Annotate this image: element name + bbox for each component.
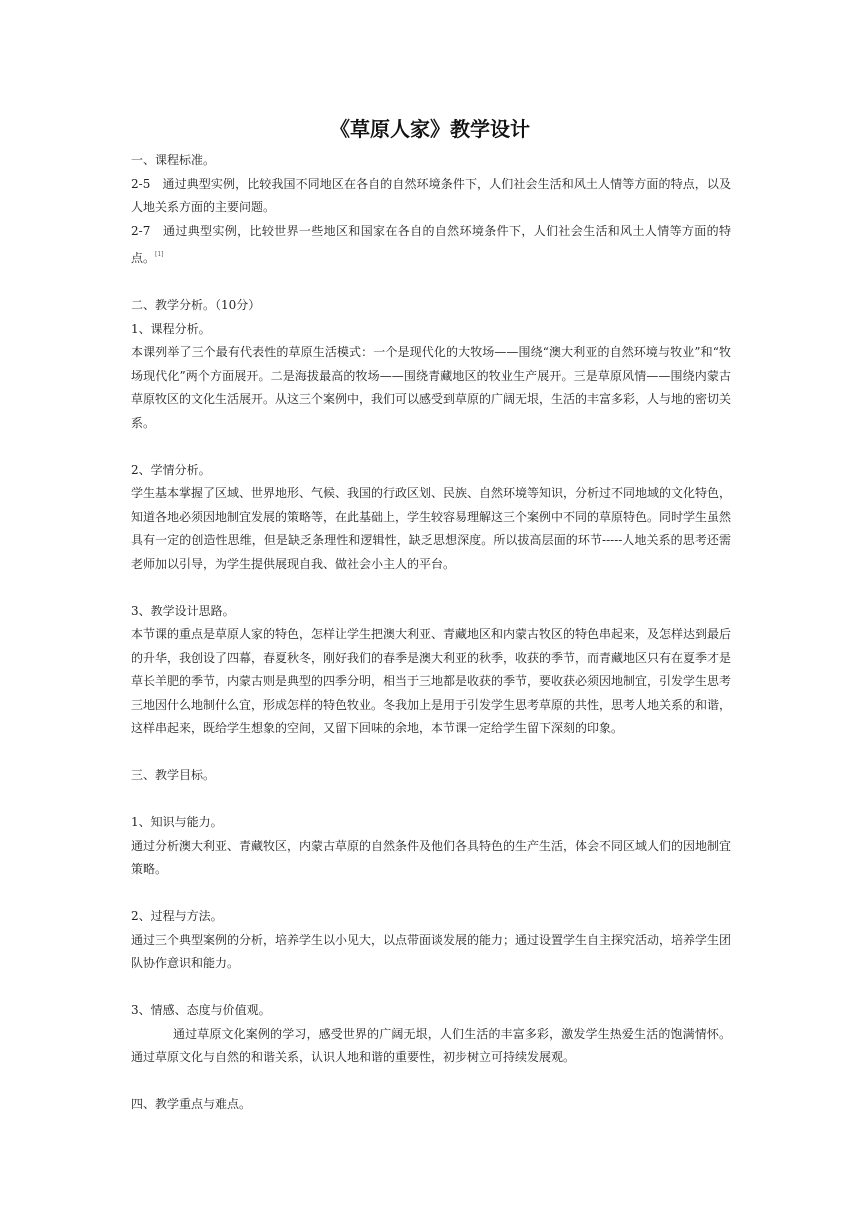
paragraph-process-method: 通过三个典型案例的分析，培养学生以小见大，以点带面谈发展的能力；通过设置学生自主探究活动，培养学生团队协作意识和能力。 bbox=[131, 932, 732, 970]
subheading-course-analysis: 1、课程分析。 bbox=[131, 321, 211, 336]
footnote-ref: [1] bbox=[155, 251, 164, 258]
paragraph-student-analysis: 学生基本掌握了区域、世界地形、气候、我国的行政区划、民族、自然环境等知识，分析过不同地域的文化特色，知道各地必须因地制宜发展的策略等，在此基础上，学生较容易理解这三个案例中不同的草原特色。同时学生虽然具有一定的创造性思维，但是缺乏条理性和逻辑性，缺乏思想深度。所以拔高层面的环节-----人地关系的思考还需老师加以引导，为学生提供展现自我、做社会小主人的平台。 bbox=[131, 486, 732, 571]
standard-2-5: 2-5 通过典型实例，比较我国不同地区在各自的自然环境条件下，人们社会生活和风土人情等方面的特点，以及人地关系方面的主要问题。 bbox=[131, 176, 731, 214]
subheading-student-analysis: 2、学情分析。 bbox=[131, 462, 211, 477]
blank-line bbox=[131, 435, 731, 459]
paragraph-knowledge-ability: 通过分析澳大利亚、青藏牧区，内蒙古草原的自然条件及他们各具特色的生产生活，体会不同区域人们的因地制宜策略。 bbox=[131, 838, 732, 876]
blank-line bbox=[131, 882, 731, 906]
subheading-knowledge-ability: 1、知识与能力。 bbox=[131, 815, 223, 829]
subheading-process-method: 2、过程与方法。 bbox=[131, 909, 223, 923]
paragraph-design-approach: 本节课的重点是草原人家的特色，怎样让学生把澳大利亚、青藏地区和内蒙古牧区的特色串起来，及怎样达到最后的升华，我创设了四幕，春夏秋冬，刚好我们的春季是澳大利亚的秋季，收获的季节，而青藏地区只有在夏季才是草长羊肥的季节，内蒙古则是典型的四季分明，相当于三地都是收获的季节，要收获必须因地制宜，引发学生思考三地因什么地制什么宜，形成怎样的特色牧业。冬我加上是用于引发学生思考草原的共性，思考人地关系的和谐，这样串起来，既给学生想象的空间，又留下回味的余地，本节课一定给学生留下深刻的印象。 bbox=[131, 627, 732, 735]
subheading-emotion-values: 3、情感、态度与价值观。 bbox=[131, 1003, 271, 1017]
section-heading-key-points: 四、教学重点与难点。 bbox=[131, 1097, 252, 1111]
blank-line bbox=[131, 271, 731, 295]
document-body bbox=[131, 149, 731, 1117]
blank-line bbox=[131, 576, 731, 600]
section-heading-teaching-goals: 三、教学目标。 bbox=[131, 768, 216, 782]
blank-line bbox=[131, 741, 731, 765]
paragraph-course-analysis: 本课列举了三个最有代表性的草原生活模式：一个是现代化的大牧场——围绕“澳大利亚的自然环境与牧业”和“牧场现代化”两个方面展开。二是海拔最高的牧场——围绕青藏地区的牧业生产展开。三是草原风情——围绕内蒙古草原牧区的文化生活展开。从这三个案例中，我们可以感受到草原的广阔无垠，生活的丰富多彩，人与地的密切关系。 bbox=[131, 345, 732, 430]
standard-2-7-text: 2-7 通过典型实例，比较世界一些地区和国家在各自的自然环境条件下，人们社会生活和风土人情等方面的特点。 bbox=[131, 223, 731, 265]
blank-line bbox=[131, 788, 731, 812]
blank-line bbox=[131, 1070, 731, 1094]
standard-2-7 bbox=[131, 220, 731, 271]
blank-line bbox=[131, 976, 731, 1000]
section-heading-curriculum-standards: 一、课程标准。 bbox=[131, 153, 216, 167]
section-heading-teaching-analysis: 二、教学分析。（10分） bbox=[131, 298, 261, 312]
paragraph-emotion-values: 通过草原文化案例的学习，感受世界的广阔无垠，人们生活的丰富多彩，激发学生热爱生活的饱满情怀。通过草原文化与自然的和谐关系，认识人地和谐的重要性，初步树立可持续发展观。 bbox=[131, 1026, 731, 1064]
page-title: 《草原人家》教学设计 bbox=[330, 117, 530, 141]
subheading-design-approach: 3、教学设计思路。 bbox=[131, 603, 235, 618]
